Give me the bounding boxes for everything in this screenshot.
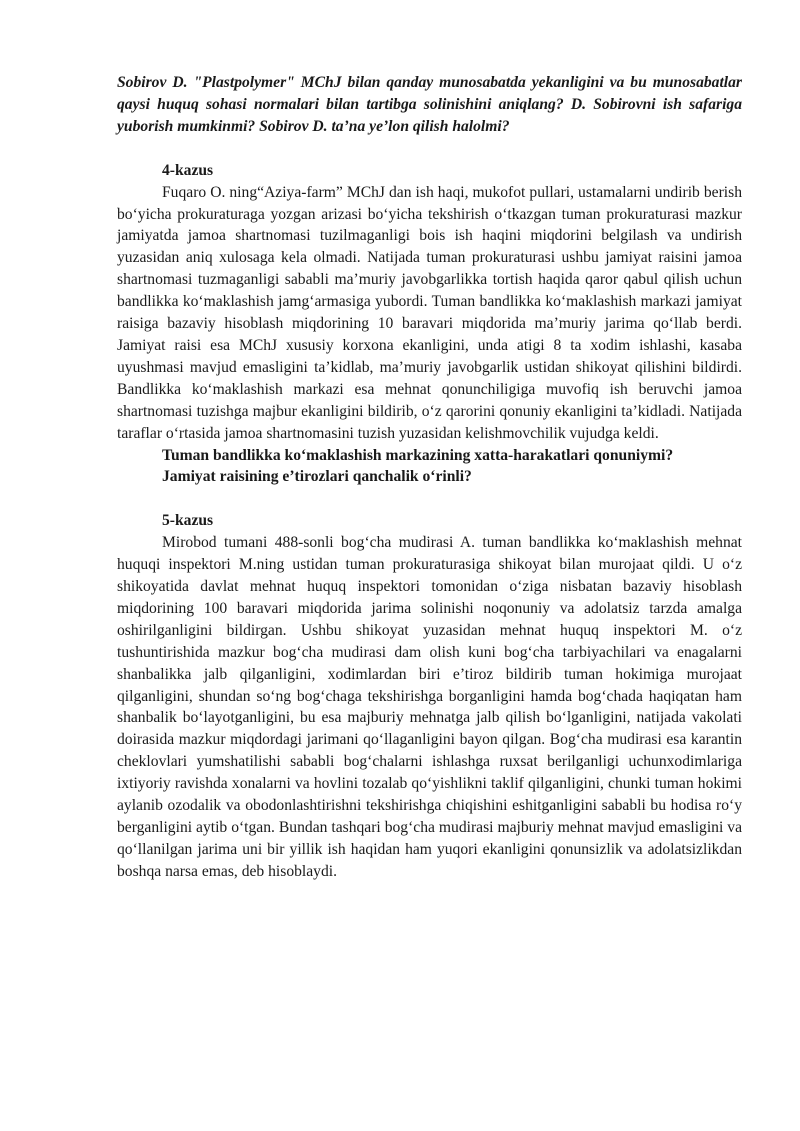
case-4-question-1: Tuman bandlikka ko‘maklashish markazining xatta-harakatlari qonuniymi? [162, 446, 674, 464]
document-page [117, 72, 742, 883]
case-4-question-2: Jamiyat raisining e’tirozlari qanchalik o‘rinli? [162, 468, 472, 486]
case-5-title: 5-kazus [162, 512, 214, 530]
intro-questions: Sobirov D. "Plastpolymer" MChJ bilan qanday munosabatda yekanligini va bu munosabatlar qaysi huquq sohasi normalari bilan tartibga solinishini aniqlang? D. Sobirovni ish safariga yuborish mumkinmi? Sobirov D. ta’na ye’lon qilish halolmi? [117, 74, 742, 135]
case-4-title: 4-kazus [162, 161, 214, 179]
case-4-body: Fuqaro O. ning“Aziya-farm” MChJ dan ish haqi, mukofot pullari, ustamalarni undirib berish bo‘yicha prokuraturaga yozgan arizasi bo‘yicha tekshirish o‘tkazgan tuman prokuraturasi mazkur jamiyatda jamoa shartnomasi tuzilmaganligi bois ish haqini miqdorini belgilash va undirish yuzasidan aniq xulosaga kela olmadi. Natijada tuman prokuraturasi ushbu jamiyat raisini jamoa shartnomasi tuzmaganligi sababli ma’muriy javobgarlikka tortish haqida qaror qabul qilish uchun bandlikka ko‘maklashish jamg‘armasiga yubordi. Tuman bandlikka ko‘maklashish markazi jamiyat raisiga bazaviy hisoblash miqdorining 10 baravari miqdorida ma’muriy jarima qo‘llab berdi. Jamiyat raisi esa MChJ xususiy korxona ekanligini, unda atigi 8 ta xodim ishlashi, kasaba uyushmasi mavjud emasligini ta’kidlab, ma’muriy javobgarlik ustidan shikoyat qilishini bildirdi. Bandlikka ko‘maklashish markazi esa mehnat qonunchiligiga muvofiq ish beruvchi jamoa shartnomasi tuzishga majbur ekanligini bildirib, o‘z qarorini qonuniy ekanligini ta’kidladi. Natijada taraflar o‘rtasida jamoa shartnomasini tuzish yuzasidan kelishmovchilik vujudga keldi. [117, 183, 742, 442]
case-5-body: Mirobod tumani 488-sonli bog‘cha mudirasi A. tuman bandlikka ko‘maklashish mehnat huquqi inspektori M.ning ustidan tuman prokuraturasiga shikoyat bilan murojaat qildi. U o‘z shikoyatida davlat mehnat huquq inspektori tomonidan o‘ziga nisbatan bazaviy hisoblash miqdorining 100 baravari miqdorida jarima solinishi noqonuniy va adolatsiz tarzda amalga oshirilganligini bildirgan. Ushbu shikoyat yuzasidan mehnat huquq inspektori M. o‘z tushuntirishida mazkur bog‘cha mudirasi dam olish kuni bog‘cha tarbiyachilari va enagalarni shanbalikka jalb qilganligini, xodimlardan biri e’tiroz bildirib tuman hokimiga murojaat qilganligini, shundan so‘ng bog‘chaga tekshirishga borganligini hamda bog‘chada haqiqatan ham shanbalik bo‘layotganligini, bu esa majburiy mehnatga jalb qilish bo‘lganligini, natijada vakolati doirasida mazkur miqdordagi jarimani qo‘llaganligini bayon qilgan. Bog‘cha mudirasi esa karantin cheklovlari yumshatilishi sababli bog‘chalarni ishlashga ruxsat berilganligi uchunxodimlariga ixtiyoriy ravishda xonalarni va hovlini tozalab qo‘yishlikni taklif qilganligini, chunki tuman hokimi aylanib ozodalik va obodonlashtirishni tekshirishga chiqishini eshitganligini sababli bu hodisa ro‘y berganligini aytib o‘tgan. Bundan tashqari bog‘cha mudirasi majburiy mehnat mavjud emasligini va qo‘llanilgan jarima uni bir yillik ish haqidan ham yuqori ekanligini qonunsizlik va adolatsizlikdan boshqa narsa emas, deb hisoblaydi. [117, 534, 742, 880]
